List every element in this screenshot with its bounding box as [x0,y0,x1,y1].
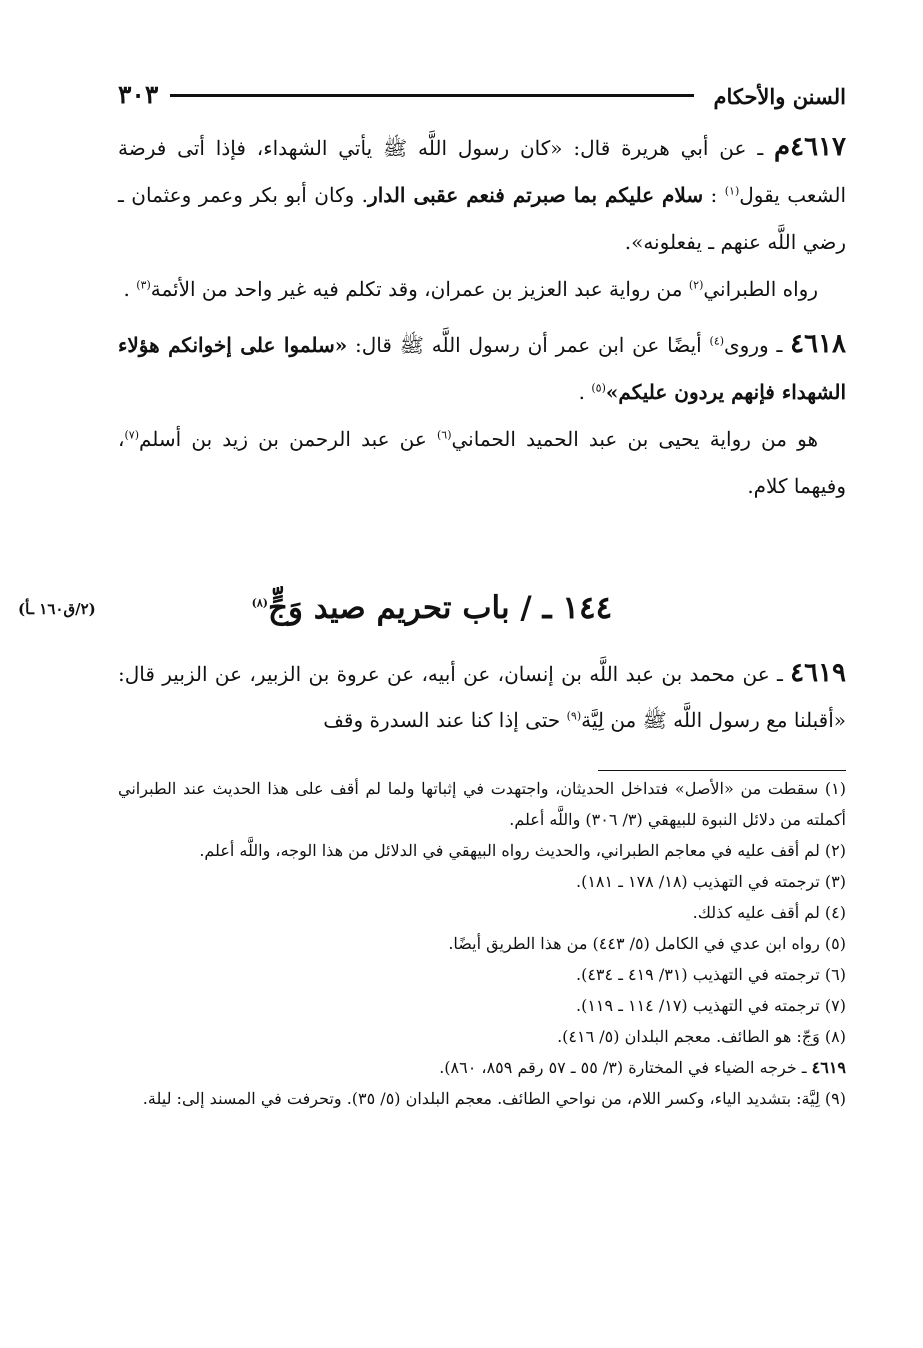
footnote-number: (٧) [824,996,846,1015]
footnote [118,928,846,959]
hadith-text: . وكان أبو بكر وعمر وعثمان ـ رضي اللَّه عنهم ـ يفعلونه». [118,183,846,254]
commentary-text: هو من رواية يحيى بن عبد الحميد الحماني [451,427,819,451]
hadith-quote: سلام عليكم بما صبرتم فنعم عقبى الدار [368,183,704,207]
page-number: ٣٠٣ [118,80,159,109]
commentary-text: من رواية عبد العزيز بن عمران، وقد تكلم فيه غير واحد من الأئمة [150,277,689,301]
footnotes [118,773,846,1114]
footnote-text: رواه ابن عدي في الكامل (٥/ ٤٤٣) من هذا الطريق أيضًا. [448,934,825,953]
hadith-number: ٤٦١٨ [790,329,846,359]
footnote-text: ترجمته في التهذيب (١٨/ ١٧٨ ـ ١٨١). [576,872,825,891]
footnote-number: (١) [824,779,846,798]
footnote-text: سقطت من «الأصل» فتداخل الحديثان، واجتهدت في إثباتها ولما لم أقف على هذا الحديث عند الطبراني أكملته من دلائل النبوة للبيهقي (٣/ ٣٠٦) واللَّه أعلم. [118,779,846,829]
footnote [118,1083,846,1114]
footnote-number: (٣) [824,872,846,891]
hadith-text: أيضًا عن ابن عمر أن رسول اللَّه ﷺ قال: [347,333,710,357]
commentary-text: رواه الطبراني [703,277,818,301]
commentary-text: ، وفيهما كلام. [118,427,846,498]
main-text-continued [118,650,846,743]
footnote-number: (٤) [824,903,846,922]
footnote [118,1052,846,1083]
footnote-ref: (٦) [436,428,452,442]
footnote-number: (٥) [824,934,846,953]
hadith-text: ـ عن محمد بن عبد اللَّه بن إنسان، عن أبيه، عن عروة بن الزبير، عن الزبير قال: «أقبلنا مع رسول اللَّه ﷺ من لِيَّة [118,662,846,732]
commentary-4618 [118,416,846,510]
hadith-text: . [578,380,592,404]
footnote-text: لم أقف عليه كذلك. [692,903,825,922]
manuscript-marker: (٢/ق١٦٠ ـأ) [18,600,96,618]
footnote-ref: (٣) [136,278,151,292]
chapter-heading [18,590,846,644]
footnote-text: وَجّ: هو الطائف. معجم البلدان (٥/ ٤١٦). [557,1027,825,1046]
running-title: السنن والأحكام [713,84,846,109]
page-header [118,80,846,114]
footnote-ref: (٧) [124,428,139,442]
footnote-number: (٢) [824,841,846,860]
commentary-text: عن عبد الرحمن بن زيد بن أسلم [138,427,437,451]
hadith-text: ـ وروى [724,333,791,357]
chapter-title-line [18,590,846,626]
header-rule [170,94,694,97]
footnote-text: ترجمته في التهذيب (٣١/ ٤١٩ ـ ٤٣٤). [576,965,825,984]
commentary-4617 [118,266,846,313]
footnote [118,773,846,835]
footnote-separator [598,770,846,771]
footnote-text: ـ خرجه الضياء في المختارة (٣/ ٥٥ ـ ٥٧ رقم ٨٥٩، ٨٦٠). [439,1058,812,1077]
hadith-text: ـ عن أبي هريرة قال: «كان رسول اللَّه ﷺ يأتي الشهداء، فإذا أتى فرضة الشعب يقول [118,136,847,207]
hadith-4618 [118,321,846,416]
footnote-ref: (١) [724,184,740,198]
chapter-title: ١٤٤ ـ / باب تحريم صيد وَجٍّ [268,590,613,626]
hadith-4617 [118,124,846,266]
footnote-ref: (٥) [591,381,606,395]
footnote [118,835,846,866]
footnote-text: لِيَّة: بتشديد الياء، وكسر اللام، من نواحي الطائف. معجم البلدان (٥/ ٣٥). وتحرفت في المسند إلى: ليلة. [142,1089,825,1108]
footnote-number: ٤٦١٩ [811,1058,846,1077]
footnote-number: (٩) [824,1089,846,1108]
footnote-ref: (٢) [688,278,704,292]
footnote-number: (٦) [824,965,846,984]
hadith-number: ٤٦١٩ [790,658,846,688]
commentary-text: . [123,277,137,301]
footnote-ref: (٨) [251,596,269,610]
hadith-text: : [703,183,725,207]
footnote-text: لم أقف عليه في معاجم الطبراني، والحديث رواه البيهقي في الدلائل من هذا الوجه، واللَّه أعلم. [199,841,825,860]
hadith-number: ٤٦١٧م [774,132,846,162]
footnote [118,866,846,897]
footnote [118,990,846,1021]
hadith-4619 [118,650,846,743]
hadith-quote: «سلموا على إخوانكم هؤلاء الشهداء فإنهم يردون عليكم» [118,333,846,404]
footnote-text: ترجمته في التهذيب (١٧/ ١١٤ ـ ١١٩). [576,996,825,1015]
hadith-text: حتى إذا كنا عند السدرة وقف [323,708,567,732]
footnote-ref: (٩) [566,709,582,723]
spacer [118,313,846,321]
footnote-ref: (٤) [709,334,725,348]
main-text [118,124,846,510]
footnote [118,897,846,928]
footnote [118,959,846,990]
footnote-number: (٨) [824,1027,846,1046]
footnote [118,1021,846,1052]
